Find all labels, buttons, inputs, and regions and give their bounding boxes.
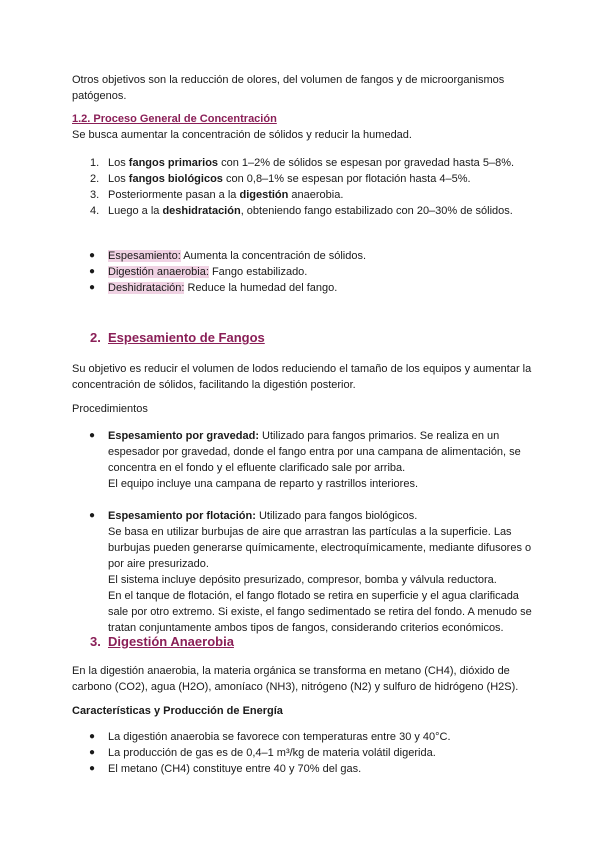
list-item: ● Digestión anaerobia: Fango estabilizado. xyxy=(89,266,308,278)
list-item: ● La producción de gas es de 0,4–1 m³/kg de materia volátil digerida. xyxy=(89,747,436,759)
summary-list xyxy=(72,248,532,296)
bullet-icon: ● xyxy=(89,266,96,277)
list-item-flotacion: ● Espesamiento por flotación: Utilizado para fangos biológicos. Se basa en utilizar burbujas de aire que arrastran las partículas a la superficie. Las burbujas pueden generarse químicamente, electroquímicamente, mediante difusores o por aire presurizado. El sistema incluye depósito presurizado, compresor, bomba y válvula reductora. En el tanque de flotación, el fango flotado se retira en superficie y el agua clarificada sale por otro extremo. Si existe, el fango sedimentado se retira del fondo. A menudo se tratan conjuntamente ambos tipos de fangos, considerando criterios económicos. xyxy=(89,510,532,634)
bullet-icon: ● xyxy=(89,763,96,774)
list-item: ● La digestión anaerobia se favorece con temperaturas entre 30 y 40°C. xyxy=(89,731,451,743)
procedures-list xyxy=(72,428,532,636)
list-item: ● Espesamiento: Aumenta la concentración de sólidos. xyxy=(89,250,367,262)
section-3-subheading: Características y Producción de Energía xyxy=(72,705,283,717)
list-item: 3. Posteriormente pasan a la digestión anaerobia. xyxy=(90,189,344,201)
section-1-2-heading: 1.2. Proceso General de Concentración xyxy=(72,113,277,125)
bullet-icon: ● xyxy=(89,250,96,261)
list-item: 2. Los fangos biológicos con 0,8–1% se espesan por flotación hasta 4–5%. xyxy=(90,173,471,185)
section-2-paragraph: Su objetivo es reducir el volumen de lodos reduciendo el tamaño de los equipos y aumentar la concentración de sólidos, facilitando la digestión posterior. xyxy=(72,363,532,391)
bullet-icon: ● xyxy=(89,282,96,293)
digestion-list xyxy=(72,729,532,777)
intro-paragraph: Otros objetivos son la reducción de olores, del volumen de fangos y de microorganismos patógenos. xyxy=(72,74,505,102)
concentration-steps-list xyxy=(72,155,532,219)
section-1-2-lead: Se busca aumentar la concentración de sólidos y reducir la humedad. xyxy=(72,129,412,141)
list-item-gravedad: ● Espesamiento por gravedad: Utilizado para fangos primarios. Se realiza en un espesador por gravedad, donde el fango entra por una campana de alimentación, se concentra en el fondo y el efluente clarificado sale por arriba. El equipo incluye una campana de reparto y rastrillos interiores. xyxy=(89,430,521,490)
bullet-icon: ● xyxy=(89,731,96,742)
list-item: ● Deshidratación: Reduce la humedad del fango. xyxy=(89,282,338,294)
list-item: 1. Los fangos primarios con 1–2% de sólidos se espesan por gravedad hasta 5–8%. xyxy=(90,157,515,169)
section-3-paragraph: En la digestión anaerobia, la materia orgánica se transforma en metano (CH4), dióxido de carbono (CO2), agua (H2O), amoníaco (NH3), nitrógeno (N2) y sulfuro de hidrógeno (H2S). xyxy=(72,665,519,693)
list-item: 4. Luego a la deshidratación, obteniendo fango estabilizado con 20–30% de sólidos. xyxy=(90,205,513,217)
section-3-heading: 3. Digestión Anaerobia xyxy=(90,634,234,649)
bullet-icon: ● xyxy=(89,510,96,521)
procedures-label: Procedimientos xyxy=(72,403,148,415)
bullet-icon: ● xyxy=(89,747,96,758)
bullet-icon: ● xyxy=(89,430,96,441)
section-2-heading: 2. Espesamiento de Fangos xyxy=(90,330,265,345)
list-item: ● El metano (CH4) constituye entre 40 y 70% del gas. xyxy=(89,763,362,775)
